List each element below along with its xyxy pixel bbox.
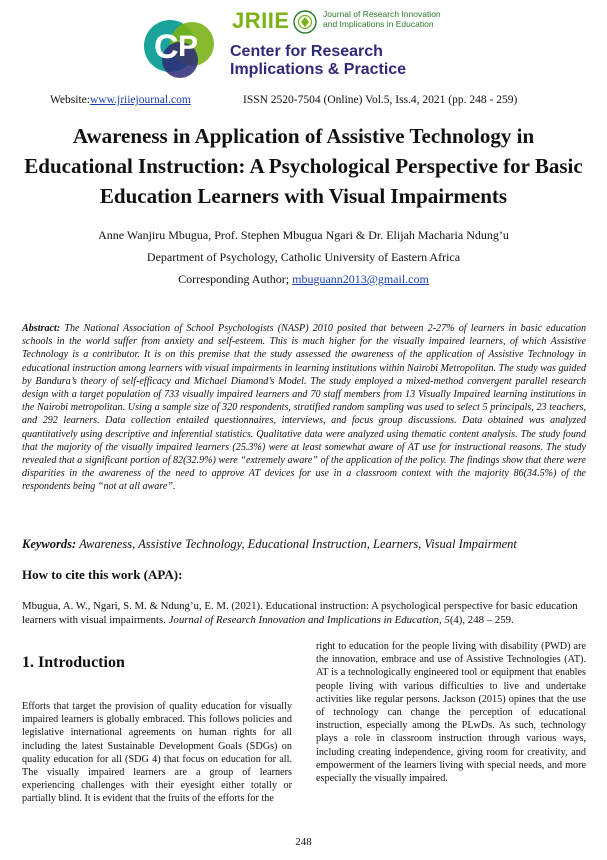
jriie-wordmark: JRIIE (232, 8, 290, 33)
page-number: 248 (295, 836, 312, 848)
svg-text:C: C (154, 28, 179, 66)
abstract-text: The National Association of School Psychologists (NASP) 2010 posited that between 2-27% of learners in basic education schools in the world suffer from anxiety and self-esteem. This is much higher for the visually impaired learners, of which Assistive Technology is a contributor. It is on this premise that the study assessed the awareness of the application of Assistive Technology in educational instruction among learners with visual impairments in learning institutions within Nairobi Metropolitan. The study was guided by Bandura’s theory of self-efficacy and Michael Diamond’s Model. The study employed a mixed-method convergent parallel research design with a target population of 733 visually impaired learners and 70 staff members from 13 Visually Impaired learning institutions in the Nairobi metropolitan. Using a sample size of 320 respondents, stratified random sampling was used to select 5 principals, 23 teachers, and 292 learners. Data collection entailed questionnaires, interviews, and focus group discussions. Data obtained was analyzed quantitatively using descriptive and inferential statistics. Qualitative data were analyzed using thematic content analysis. The study found that the majority of the visually impaired learners (25.3%) were at least somewhat aware of AT use for instructional reasons. The study revealed that a significant portion of 82(32.9%) were “extremely aware” of the application of the policy. The findings show that there were disparities in the awareness of the need to approve AT devices for use in a classroom context with the majority 86(34.5%) of the respondents being “not at all aware”. (22, 323, 586, 493)
website-link[interactable]: www.jriiejournal.com (89, 94, 191, 106)
keywords (22, 537, 592, 552)
website-label: Website: (50, 94, 90, 106)
article-title: Awareness in Application of Assistive Technology in Educational Instruction: A Psychological Perspective for Basic Education Learners with Visual Impairments (24, 124, 583, 208)
abstract-label: Abstract: (22, 323, 61, 334)
website-line (50, 94, 191, 106)
citation-text-after: (4), 248 – 259. (449, 613, 514, 626)
corresponding-email-link[interactable]: mbuguann2013@gmail.com (292, 272, 429, 286)
citation-text-before: Mbugua, A. W., Ngari, S. M. & Ndung’u, E. M. (2021). Educational instruction: A psychological perspective for basic education learners with visual impairments. (22, 600, 578, 626)
introduction-left-column: Efforts that target the provision of quality education for visually impaired learners is globally embraced. This follows policies and legislative international agreements on human rights for all including the latest Sustainable Development Goals (SDGs) on quality education for all (SDG 4) that focus on education for all. The visually impaired learners are a group of learners experiencing challenges with their eyesight either totally or partially blind. It is evident that the fruits of the efforts for the (22, 701, 292, 805)
svg-text:P: P (178, 30, 199, 63)
jriie-seal-icon (293, 10, 317, 34)
corresponding-label: Corresponding Author; (178, 272, 293, 286)
center-name-line1: Center for Research (230, 43, 383, 60)
authors: Anne Wanjiru Mbugua, Prof. Stephen Mbugua Ngari & Dr. Elijah Macharia Ndung’u (98, 228, 509, 242)
citation-journal: Journal of Research Innovation and Implications in Education, 5 (168, 613, 450, 626)
introduction-heading: 1. Introduction (22, 654, 125, 671)
corresponding-author (20, 272, 587, 287)
jriie-subtitle-line1: Journal of Research Innovation (323, 9, 441, 19)
keywords-label: Keywords: (22, 537, 77, 551)
jriie-subtitle-line2: and Implications in Education (323, 19, 434, 29)
citation-heading: How to cite this work (APA): (22, 567, 183, 582)
keywords-text: Awareness, Assistive Technology, Educational Instruction, Learners, Visual Impairment (76, 537, 517, 551)
crip-logo-icon (140, 8, 220, 84)
issn-line: ISSN 2520-7504 (Online) Vol.5, Iss.4, 2021 (pp. 248 - 259) (243, 94, 518, 106)
center-name-line2: Implications & Practice (230, 61, 407, 78)
citation-text (22, 600, 586, 627)
abstract (22, 322, 586, 494)
affiliation: Department of Psychology, Catholic University of Eastern Africa (146, 250, 461, 264)
introduction-right-column: right to education for the people living with disability (PWD) are the innovation, embrace and use of Assistive Technologies (AT). AT is a technologically engineered tool or equipment that enables people living with various difficulties to live and undertake activities like regular persons. Jackson (2015) opines that the use of technology can change the perception of educational instruction, especially among the PLwDs. As such, technology plays a role in classroom instruction through various ways, including creating independence, giving room for creativity, and empowerment of the learners living with special needs, and more especially the visually impaired. (316, 641, 586, 785)
